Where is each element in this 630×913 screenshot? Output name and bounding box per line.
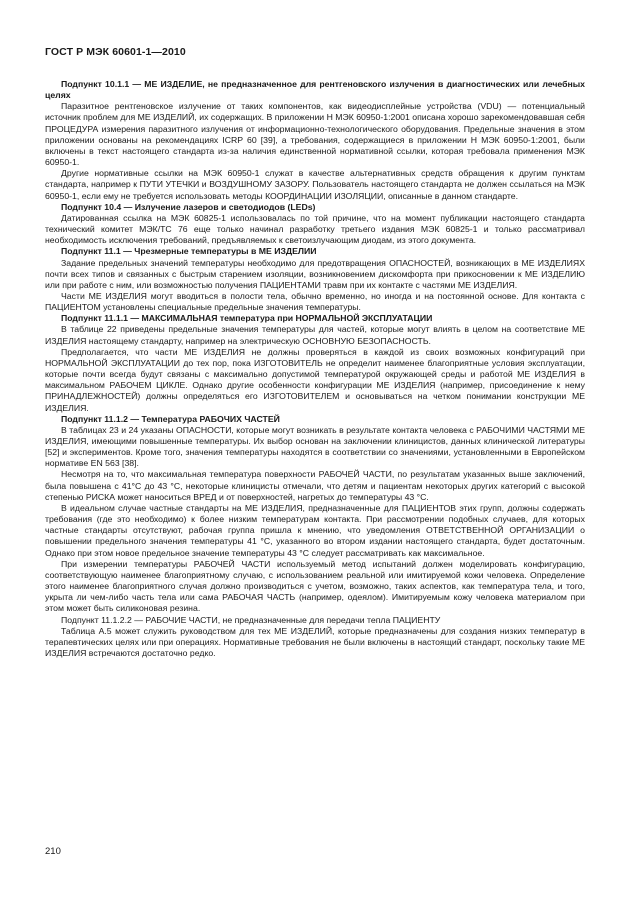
body-paragraph: В таблице 22 приведены предельные значения температуры для частей, которые могут влиять в целом на соответствие МЕ ИЗДЕЛИЯ настоящему стандарту, например на электрическую ОСНОВНУЮ БЕЗОПАСНОСТЬ. bbox=[45, 324, 585, 346]
body-paragraph: Подпункт 11.1.2.2 — РАБОЧИЕ ЧАСТИ, не предназначенные для передачи тепла ПАЦИЕНТУ bbox=[61, 614, 441, 625]
document-body bbox=[45, 79, 585, 659]
page-header: ГОСТ Р МЭК 60601-1—2010 bbox=[45, 46, 186, 58]
section-heading: Подпункт 11.1.1 — МАКСИМАЛЬНАЯ температура при НОРМАЛЬНОЙ ЭКСПЛУАТАЦИИ bbox=[61, 313, 433, 324]
section-heading: Подпункт 10.1.1 — МЕ ИЗДЕЛИЕ, не предназначенное для рентгеновского излучения в диагностических или лечебных целях bbox=[45, 79, 585, 101]
body-paragraph: В таблицах 23 и 24 указаны ОПАСНОСТИ, которые могут возникать в результате контакта человека с РАБОЧИМИ ЧАСТЯМИ МЕ ИЗДЕЛИЯ, имеющими повышенные температуры. Их выбор основан на заключении клиницистов, данных клинической литературы [52] и экспериментов. Кроме того, значения температуры находятся в соответствии со значениями, установленными в Европейском нормативе EN 563 [38]. bbox=[45, 424, 585, 469]
body-paragraph: В идеальном случае частные стандарты на МЕ ИЗДЕЛИЯ, предназначенные для ПАЦИЕНТОВ этих групп, должны содержать требования (где это необходимо) к более низким температурам контакта. При рассмотрении подобных случаев, для которых частные стандарты отсутствуют, рабочая группа пришла к мнению, что уведомления ОТВЕТСТВЕННОЙ ОРГАНИЗАЦИИ о повышении предельного значения температуры 41 °С, указанного во втором издании настоящего стандарта, будет достаточным. Однако при этом новое предельное значение температуры 43 °С следует рассматривать как максимальное. bbox=[45, 502, 585, 558]
body-paragraph: Другие нормативные ссылки на МЭК 60950-1 служат в качестве альтернативных средств обращения к другим пунктам стандарта, например к ПУТИ УТЕЧКИ и ВОЗДУШНОМУ ЗАЗОРУ. Пользователь настоящего стандарта не должен ссылаться на МЭК 60950-1, если ему не требуется использовать методы КООРДИНАЦИИ ИЗОЛЯЦИИ, описанные в данном стандарте. bbox=[45, 168, 585, 201]
body-paragraph: Таблица А.5 может служить руководством для тех МЕ ИЗДЕЛИЙ, которые предназначены для создания низких температур в терапевтических целях или при операциях. Нормативные требования не были включены в настоящий стандарт, поскольку такие МЕ ИЗДЕЛИЯ встречаются достаточно редко. bbox=[45, 625, 585, 658]
section-heading: Подпункт 11.1 — Чрезмерные температуры в МЕ ИЗДЕЛИИ bbox=[61, 246, 317, 257]
body-paragraph: Части МЕ ИЗДЕЛИЯ могут вводиться в полости тела, обычно временно, но иногда и на постоянной основе. Для контакта с ПАЦИЕНТОМ установлены специальные предельные значения температуры. bbox=[45, 290, 585, 313]
page-number: 210 bbox=[45, 846, 61, 857]
body-paragraph: Задание предельных значений температуры необходимо для предотвращения ОПАСНОСТЕЙ, возникающих в МЕ ИЗДЕЛИЯХ почти всех типов и связанных с быстрым старением изоляции, возникновением дискомфорта при прикосновении к МЕ ИЗДЕЛИЮ или при работе с ним, или возможностью получения ПАЦИЕНТАМИ травм при их контакте с частями МЕ ИЗДЕЛИЯ. bbox=[45, 257, 585, 290]
body-paragraph: Паразитное рентгеновское излучение от таких компонентов, как видеодисплейные устройства (VDU) — потенциальный источник проблем для МЕ ИЗДЕЛИЙ, их содержащих. В приложении Н МЭК 60950-1:2001 описана хорошо зарекомендовавшая себя ПРОЦЕДУРА измерения паразитного излучения от информационно-технологического оборудования. Предельные значения в этом приложении основаны на рекомендациях ICRP 60 [39], а требования, содержащиеся в приложении Н МЭК 60950-1:2001, были включены в текст настоящего стандарта из-за наличия единственной нормативной ссылки, которая требовала применения МЭК 60950-1. bbox=[45, 101, 585, 168]
body-paragraph: Датированная ссылка на МЭК 60825-1 использовалась по той причине, что на момент публикации настоящего стандарта технический комитет МЭК/ТС 76 еще только начинал разработку третьего издания МЭК 60825-1 и только рассматривал необходимость исключения требований, предъявляемых к светоизлучающим диодам, из этого документа. bbox=[45, 212, 585, 246]
section-heading: Подпункт 10.4 — Излучение лазеров и светодиодов (LEDs) bbox=[61, 201, 316, 212]
body-paragraph: Несмотря на то, что максимальная температура поверхности РАБОЧЕЙ ЧАСТИ, по результатам указанных выше заключений, была повышена с 41°С до 43 °С, некоторые клиницисты отмечали, что детям и пациентам некоторых других категорий с высокой степенью РИСКА может наноситься ВРЕД и от поверхностей, нагретых до температуры 43 °С. bbox=[45, 469, 585, 502]
body-paragraph: Предполагается, что части МЕ ИЗДЕЛИЯ не должны проверяться в каждой из своих возможных конфигураций при НОРМАЛЬНОЙ ЭКСПЛУАТАЦИИ до тех пор, пока ИЗГОТОВИТЕЛЬ не определит наименее благоприятные условия эксплуатации, которые почти всегда будут связаны с максимально допустимой температурой окружающей среды и работой МЕ ИЗДЕЛИЯ в максимальном РАБОЧЕМ ЦИКЛЕ. Однако другие особенности конфигурации МЕ ИЗДЕЛИЯ (например, присоединение к нему ПРИНАДЛЕЖНОСТЕЙ) должны определяться его ИЗГОТОВИТЕЛЕМ и основываться на четком понимании конструкции МЕ ИЗДЕЛИЯ. bbox=[45, 346, 585, 413]
section-heading: Подпункт 11.1.2 — Температура РАБОЧИХ ЧАСТЕЙ bbox=[61, 413, 280, 424]
body-paragraph: При измерении температуры РАБОЧЕЙ ЧАСТИ используемый метод испытаний должен моделировать конфигурацию, соответствующую наименее благоприятному случаю, с использованием реальной или имитируемой кожи человека. Определение этого наименее благоприятного случая должно производиться с учетом, возможно, таких аспектов, как температура тела, и того, укрыта ли чем-либо часть тела или сама РАБОЧАЯ ЧАСТЬ (например, одеялом). Имитируемым кожу человека материалом при этом может быть силиконовая резина. bbox=[45, 558, 585, 614]
